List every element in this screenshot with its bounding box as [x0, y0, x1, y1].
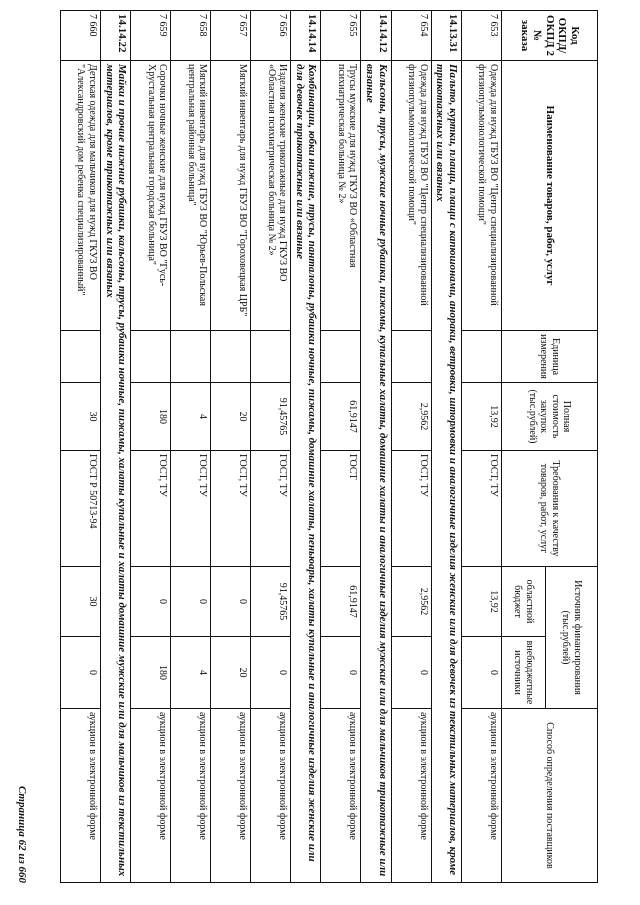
item-unit — [131, 331, 171, 383]
item-cost: 61,9147 — [321, 383, 361, 451]
page-number: Страница 62 из 660 — [16, 785, 28, 883]
header-cost: Полная стоимость закупок (тыс.рублей) — [502, 383, 598, 451]
item-quality: ГОСТ, ТУ — [211, 451, 251, 567]
item-quality: ГОСТ, ТУ — [251, 451, 291, 567]
header-finance-regional: областной бюджет — [502, 567, 546, 637]
order-number: 7 653 — [462, 11, 502, 61]
item-unit — [60, 331, 100, 383]
header-quality: Требования к качеству товаров, работ, услуг — [502, 451, 598, 567]
category-row — [431, 11, 461, 883]
item-quality: ГОСТ, ТУ — [131, 451, 171, 567]
item-offbudget: 0 — [321, 637, 361, 709]
header-code: Код ОКПД/ ОКПД 2 № заказа — [502, 11, 598, 61]
item-regional-budget: 0 — [131, 567, 171, 637]
table-row — [131, 11, 171, 883]
category-code: 14.14.12 — [361, 11, 391, 61]
item-method: аукцион в электронной форме — [171, 709, 211, 883]
item-quality: ГОСТ, ТУ — [391, 451, 431, 567]
item-cost: 20 — [211, 383, 251, 451]
item-offbudget: 180 — [131, 637, 171, 709]
item-name: Мягкий инвентарь для нужд ГБУЗ ВО "Юрьев-Польская центральная районная больница" — [171, 61, 211, 331]
item-regional-budget: 91,45765 — [251, 567, 291, 637]
item-name: Одежда для нужд ГБУЗ ВО "Центр специализированной фтизиопульмонологической помощи" — [391, 61, 431, 331]
item-offbudget: 0 — [251, 637, 291, 709]
table-row — [211, 11, 251, 883]
item-quality: ГОСТ Р 50713-94 — [60, 451, 100, 567]
item-regional-budget: 61,9147 — [321, 567, 361, 637]
item-method: аукцион в электронной форме — [60, 709, 100, 883]
item-regional-budget: 0 — [171, 567, 211, 637]
item-unit — [391, 331, 431, 383]
item-cost: 30 — [60, 383, 100, 451]
item-unit — [251, 331, 291, 383]
order-number: 7 655 — [321, 11, 361, 61]
order-number: 7 660 — [60, 11, 100, 61]
item-cost: 13,92 — [462, 383, 502, 451]
item-name: Мягкий инвентарь для нужд ГБУЗ ВО "Гороховецкая ЦРБ" — [211, 61, 251, 331]
order-number: 7 654 — [391, 11, 431, 61]
header-finance: Источник финансирования (тыс.рублей) — [546, 567, 598, 709]
table-body — [60, 11, 501, 883]
order-number: 7 659 — [131, 11, 171, 61]
item-offbudget: 0 — [60, 637, 100, 709]
procurement-plan-table — [60, 10, 598, 883]
item-unit — [211, 331, 251, 383]
item-regional-budget: 0 — [211, 567, 251, 637]
item-name: Изделия женские трикотажные для нужд ГКУЗ ВО «Областная психиатрическая больница № 2» — [251, 61, 291, 331]
item-method: аукцион в электронной форме — [251, 709, 291, 883]
item-offbudget: 0 — [391, 637, 431, 709]
order-number: 7 658 — [171, 11, 211, 61]
category-row — [291, 11, 321, 883]
item-cost: 4 — [171, 383, 211, 451]
order-number: 7 657 — [211, 11, 251, 61]
category-code: 14.13.31 — [431, 11, 461, 61]
category-code: 14.14.14 — [291, 11, 321, 61]
item-unit — [321, 331, 361, 383]
category-code: 14.14.22 — [100, 11, 130, 61]
header-unit: Единица измерения — [502, 331, 598, 383]
item-regional-budget: 2,9562 — [391, 567, 431, 637]
item-method: аукцион в электронной форме — [131, 709, 171, 883]
table-row — [60, 11, 100, 883]
order-number: 7 656 — [251, 11, 291, 61]
category-row — [361, 11, 391, 883]
table-row — [462, 11, 502, 883]
table-header — [502, 11, 598, 883]
header-finance-offbudget: внебюджетные источники — [502, 637, 546, 709]
item-name: Трусы мужские для нужд ГКУЗ ВО «Областная психиатрическая больница № 2» — [321, 61, 361, 331]
item-regional-budget: 30 — [60, 567, 100, 637]
item-name: Детская одежда для мальчиков для нужд ГКУЗ ВО "Александровский дом ребенка специализированный" — [60, 61, 100, 331]
item-method: аукцион в электронной форме — [391, 709, 431, 883]
item-cost: 180 — [131, 383, 171, 451]
item-quality: ГОСТ — [321, 451, 361, 567]
item-unit — [462, 331, 502, 383]
item-quality: ГОСТ, ТУ — [171, 451, 211, 567]
item-offbudget: 0 — [462, 637, 502, 709]
item-cost: 91,45765 — [251, 383, 291, 451]
item-regional-budget: 13,92 — [462, 567, 502, 637]
category-name: Комбинации, юбки нижние, трусы, панталоны, рубашки ночные, пижамы, домашние халаты, пеньюары, халаты купальные и аналогичные изделия женские или для девочек трикотажные или вязаные — [291, 61, 321, 883]
item-offbudget: 20 — [211, 637, 251, 709]
header-method: Способ определения поставщиков — [502, 709, 598, 883]
category-name: Кальсоны, трусы, мужские ночные рубашки, пижамы, купальные халаты, домашние халаты и аналогичные изделия мужские или для мальчиков трикотажные или вязаные — [361, 61, 391, 883]
item-offbudget: 4 — [171, 637, 211, 709]
item-method: аукцион в электронной форме — [321, 709, 361, 883]
category-row — [100, 11, 130, 883]
item-method: аукцион в электронной форме — [462, 709, 502, 883]
header-name: Наименование товаров, работ, услуг — [502, 61, 598, 331]
table-row — [171, 11, 211, 883]
table-row — [251, 11, 291, 883]
category-name: Майки и прочие нижние рубашки, кальсоны, трусы, рубашки ночные, пижамы, халаты купальные и халаты домашние мужские или для мальчиков из текстильных материалов, кроме трикотажных или вязаных — [100, 61, 130, 883]
item-name: Сорочки ночные женские для нужд ГБУЗ ВО "Гусь-Хрустальная центральная городская больница" — [131, 61, 171, 331]
item-quality: ГОСТ, ТУ — [462, 451, 502, 567]
item-cost: 2,9562 — [391, 383, 431, 451]
item-unit — [171, 331, 211, 383]
item-name: Одежда для нужд ГБУЗ ВО "Центр специализированной фтизиопульмонологической помощи" — [462, 61, 502, 331]
table-row — [391, 11, 431, 883]
item-method: аукцион в электронной форме — [211, 709, 251, 883]
category-name: Пальто, куртки, плащи, плащи с капюшонами, анораки, ветровки, штормовки и аналогичные изделия женские или для девочек из текстильных материалов, кроме трикотажных или вязаных — [431, 61, 461, 883]
table-row — [321, 11, 361, 883]
